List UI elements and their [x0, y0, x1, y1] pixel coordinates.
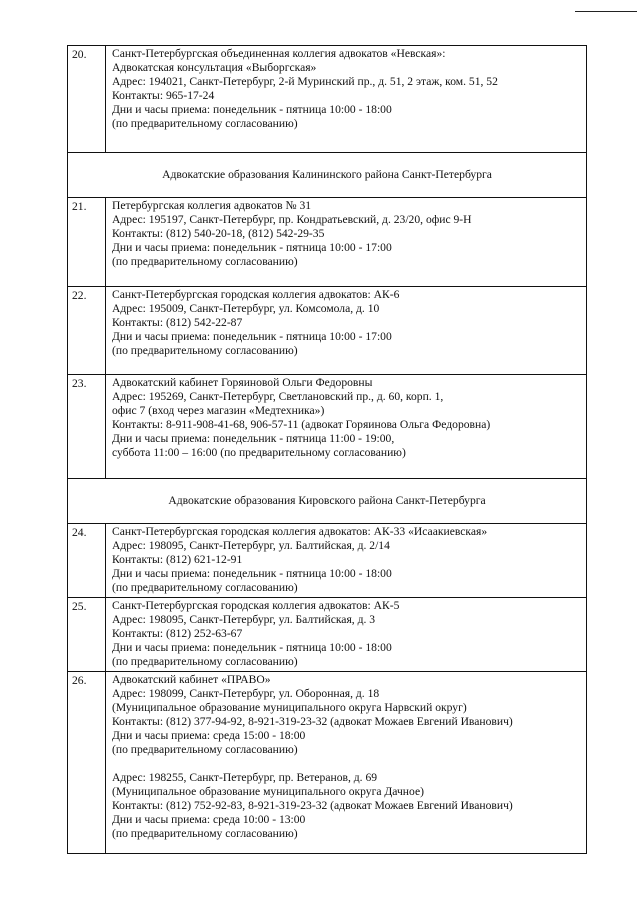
entry-line: Контакты: 8-911-908-41-68, 906-57-11 (адвокат Горяинова Ольга Федоровна) [112, 418, 491, 431]
section-header-row [68, 479, 587, 524]
entry-details [106, 46, 587, 153]
section-header-row [68, 153, 587, 198]
entry-line: Санкт-Петербургская городская коллегия адвокатов: АК-6 [112, 288, 400, 301]
entry-number: 20. [68, 46, 106, 153]
section-title: Адвокатские образования Кировского района Санкт-Петербурга [168, 494, 486, 507]
entry-line: (Муниципальное образование муниципального округа Дачное) [112, 785, 424, 798]
entry-line: Адвокатский кабинет «ПРАВО» [112, 673, 271, 686]
section-header [68, 153, 587, 198]
entry-line: Петербургская коллегия адвокатов № 31 [112, 199, 312, 212]
entry-details [106, 287, 587, 375]
entry-line-spacer [112, 757, 584, 771]
entry-line: (по предварительному согласованию) [112, 655, 298, 668]
entry-line: Контакты: (812) 540-20-18, (812) 542-29-35 [112, 227, 325, 240]
table-row [68, 524, 587, 598]
entry-line: (по предварительному согласованию) [112, 117, 298, 130]
entry-line: Дни и часы приема: среда 10:00 - 13:00 [112, 813, 306, 826]
entry-details [106, 672, 587, 854]
entry-line: Дни и часы приема: понедельник - пятница 11:00 - 19:00, [112, 432, 395, 445]
table-row [68, 287, 587, 375]
entry-line: Адрес: 198255, Санкт-Петербург, пр. Ветеранов, д. 69 [112, 771, 378, 784]
entry-line: Дни и часы приема: среда 15:00 - 18:00 [112, 729, 306, 742]
entry-details [106, 524, 587, 598]
table-row [68, 375, 587, 479]
law-offices-table [67, 45, 587, 854]
entry-line: (по предварительному согласованию) [112, 827, 298, 840]
entry-line: Адрес: 198095, Санкт-Петербург, ул. Балтийская, д. 2/14 [112, 539, 390, 552]
entry-line: Адвокатская консультация «Выборгская» [112, 61, 317, 74]
table-row [68, 672, 587, 854]
entry-line: Санкт-Петербургская объединенная коллегия адвокатов «Невская»: [112, 47, 446, 60]
entry-line: (по предварительному согласованию) [112, 581, 298, 594]
entry-line: Дни и часы приема: понедельник - пятница 10:00 - 17:00 [112, 241, 392, 254]
entry-line: Адрес: 194021, Санкт-Петербург, 2-й Муринский пр., д. 51, 2 этаж, ком. 51, 52 [112, 75, 498, 88]
entry-line: Адрес: 195269, Санкт-Петербург, Светлановский пр., д. 60, корп. 1, [112, 390, 444, 403]
page-corner-line [575, 11, 637, 12]
entry-line: Контакты: (812) 252-63-67 [112, 627, 243, 640]
entry-line: Контакты: (812) 752-92-83, 8-921-319-23-32 (адвокат Можаев Евгений Иванович) [112, 799, 513, 812]
entry-line: офис 7 (вход через магазин «Медтехника») [112, 404, 325, 417]
table-row [68, 46, 587, 153]
entry-line: Дни и часы приема: понедельник - пятница 10:00 - 17:00 [112, 330, 392, 343]
entry-line: (по предварительному согласованию) [112, 344, 298, 357]
entry-line: Санкт-Петербургская городская коллегия адвокатов: АК-33 «Исаакиевская» [112, 525, 488, 538]
entry-line: Контакты: (812) 542-22-87 [112, 316, 243, 329]
section-header [68, 479, 587, 524]
entry-line: Дни и часы приема: понедельник - пятница 10:00 - 18:00 [112, 103, 392, 116]
entry-line: Контакты: 965-17-24 [112, 89, 215, 102]
entry-details [106, 375, 587, 479]
entry-number: 26. [68, 672, 106, 854]
table-row [68, 598, 587, 672]
entry-line: Адрес: 198099, Санкт-Петербург, ул. Оборонная, д. 18 [112, 687, 380, 700]
entry-details [106, 598, 587, 672]
entry-line: суббота 11:00 – 16:00 (по предварительному согласованию) [112, 446, 406, 459]
entry-line: Контакты: (812) 621-12-91 [112, 553, 243, 566]
entry-number: 24. [68, 524, 106, 598]
entry-number: 21. [68, 198, 106, 287]
entry-line: (по предварительному согласованию) [112, 255, 298, 268]
entry-line: Контакты: (812) 377-94-92, 8-921-319-23-32 (адвокат Можаев Евгений Иванович) [112, 715, 513, 728]
entry-line: Дни и часы приема: понедельник - пятница 10:00 - 18:00 [112, 641, 392, 654]
entry-line: Адрес: 195009, Санкт-Петербург, ул. Комсомола, д. 10 [112, 302, 380, 315]
section-title: Адвокатские образования Калининского района Санкт-Петербурга [162, 168, 492, 181]
entry-line: Адвокатский кабинет Горяиновой Ольги Федоровны [112, 376, 373, 389]
entry-number: 25. [68, 598, 106, 672]
entry-line: Адрес: 198095, Санкт-Петербург, ул. Балтийская, д. 3 [112, 613, 376, 626]
entry-line: (по предварительному согласованию) [112, 743, 298, 756]
entry-line: Адрес: 195197, Санкт-Петербург, пр. Кондратьевский, д. 23/20, офис 9-Н [112, 213, 472, 226]
entry-number: 22. [68, 287, 106, 375]
entry-line: (Муниципальное образование муниципального округа Нарвский округ) [112, 701, 467, 714]
entry-details [106, 198, 587, 287]
entry-line: Дни и часы приема: понедельник - пятница 10:00 - 18:00 [112, 567, 392, 580]
entry-number: 23. [68, 375, 106, 479]
entry-line: Санкт-Петербургская городская коллегия адвокатов: АК-5 [112, 599, 400, 612]
table-row [68, 198, 587, 287]
